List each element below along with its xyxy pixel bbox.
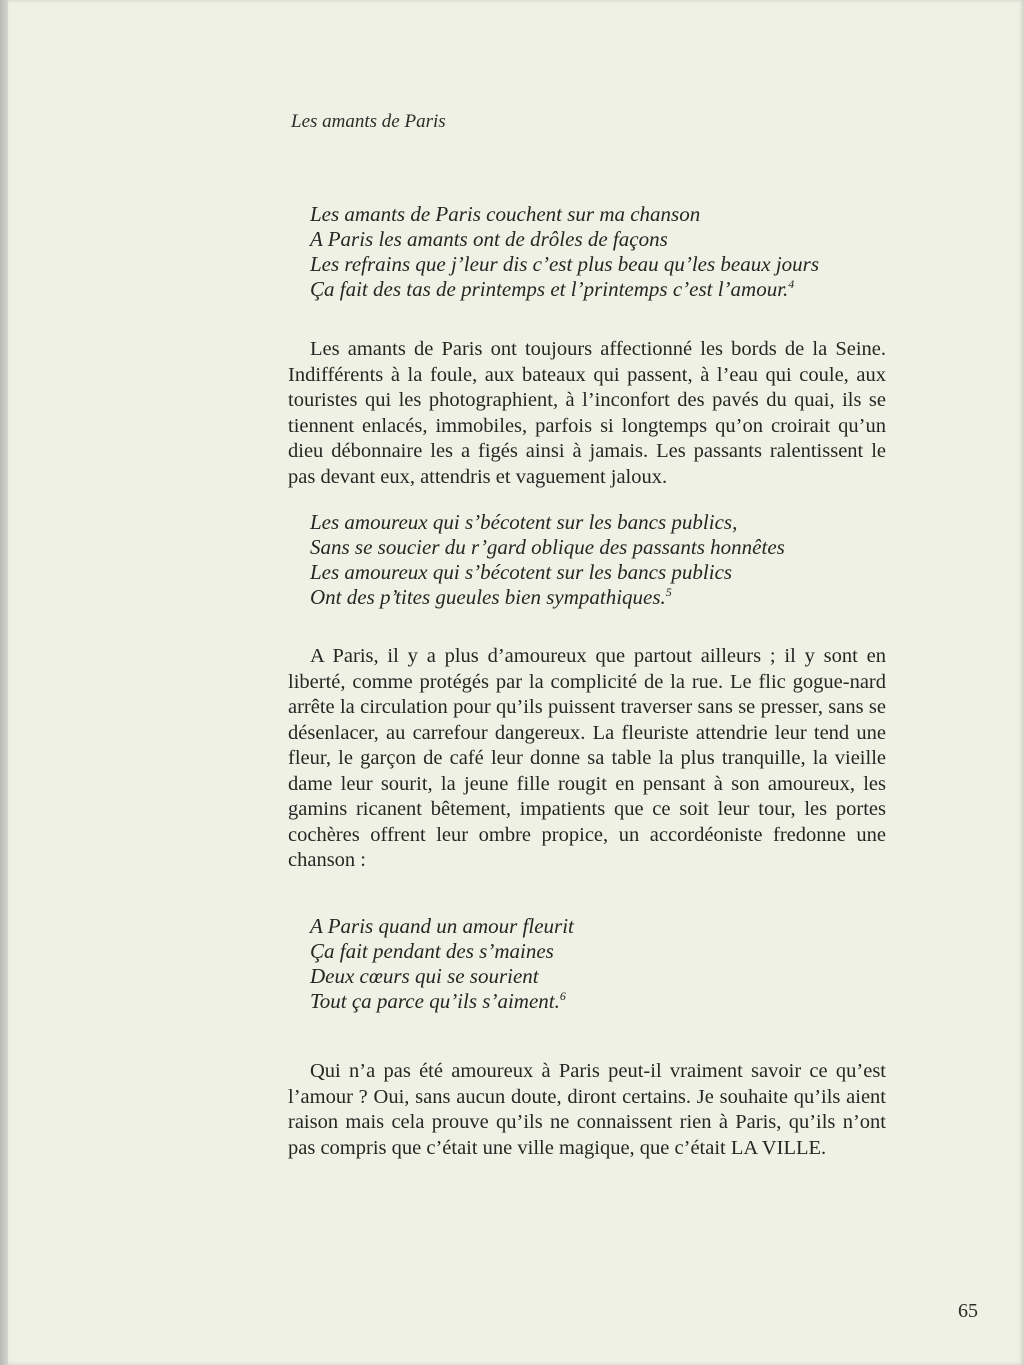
verse-line: Deux cœurs qui se sourient	[310, 964, 539, 988]
verse-line: Ça fait des tas de printemps et l’printemps c’est l’amour.$^4$	[310, 277, 795, 301]
verse-line: Les amoureux qui s’bécotent sur les bancs publics	[310, 560, 733, 584]
verse-line: Sans se soucier du r’gard oblique des passants honnêtes	[310, 535, 785, 559]
verse-line: Les refrains que j’leur dis c’est plus beau qu’les beaux jours	[310, 252, 819, 276]
paragraph-1: Les amants de Paris ont toujours affectionné les bords de la Seine. Indifférents à la foule, aux bateaux qui passent, à l’eau qui coule, aux touristes qui les photographient, à l’inconfort des pavés du quai, ils se tiennent enlacés, immobiles, parfois si longtemps qu’on croirait qu’un dieu débonnaire les a figés ainsi à jamais. Les passants ralentissent le pas devant eux, attendris et vaguement jaloux.	[288, 338, 886, 488]
verse-line: Ça fait pendant des s’maines	[310, 939, 554, 963]
verse-line: Ont des p’tites gueules bien sympathiques.$^5$	[310, 585, 672, 609]
verse-line: Tout ça parce qu’ils s’aiment.$^6$	[310, 989, 566, 1013]
verse-line: A Paris les amants ont de drôles de façons	[310, 227, 668, 251]
verse-stanza-2	[310, 510, 785, 610]
verse-line: Les amoureux qui s’bécotent sur les bancs publics,	[310, 510, 738, 534]
paragraph-3: Qui n’a pas été amoureux à Paris peut-il vraiment savoir ce qu’est l’amour ? Oui, sans aucun doute, diront certains. Je souhaite qu’ils aient raison mais cela prouve qu’ils ne connaissent rien à Paris, qu’ils n’ont pas compris que c’était une ville magique, que c’était LA VILLE.	[288, 1060, 886, 1159]
verse-line: A Paris quand un amour fleurit	[310, 914, 574, 938]
footnote-ref: 4	[788, 277, 795, 291]
book-gutter-edge	[0, 0, 8, 1365]
running-head: Les amants de Paris	[291, 111, 446, 132]
book-page	[8, 0, 1024, 1365]
page-number: 65	[958, 1300, 978, 1322]
footnote-ref: 5	[665, 585, 672, 599]
verse-line: Les amants de Paris couchent sur ma chanson	[310, 202, 701, 226]
verse-stanza-3	[310, 914, 574, 1014]
paragraph-2: A Paris, il y a plus d’amoureux que partout ailleurs ; il y sont en liberté, comme protégés par la complicité de la rue. Le flic gogue-nard arrête la circulation pour qu’ils puissent traverser sans se presser, sans se désenlacer, au carrefour dangereux. La fleuriste attendrie leur tend une fleur, le garçon de café leur donne sa table la plus tranquille, la vieille dame leur sourit, la jeune fille rougit en pensant à son amoureux, les gamins ricanent bêtement, impatients que ce soit leur tour, les portes cochères offrent leur ombre propice, un accordéoniste fredonne une chanson :	[288, 645, 886, 871]
verse-stanza-1	[310, 202, 819, 302]
footnote-ref: 6	[559, 989, 566, 1003]
